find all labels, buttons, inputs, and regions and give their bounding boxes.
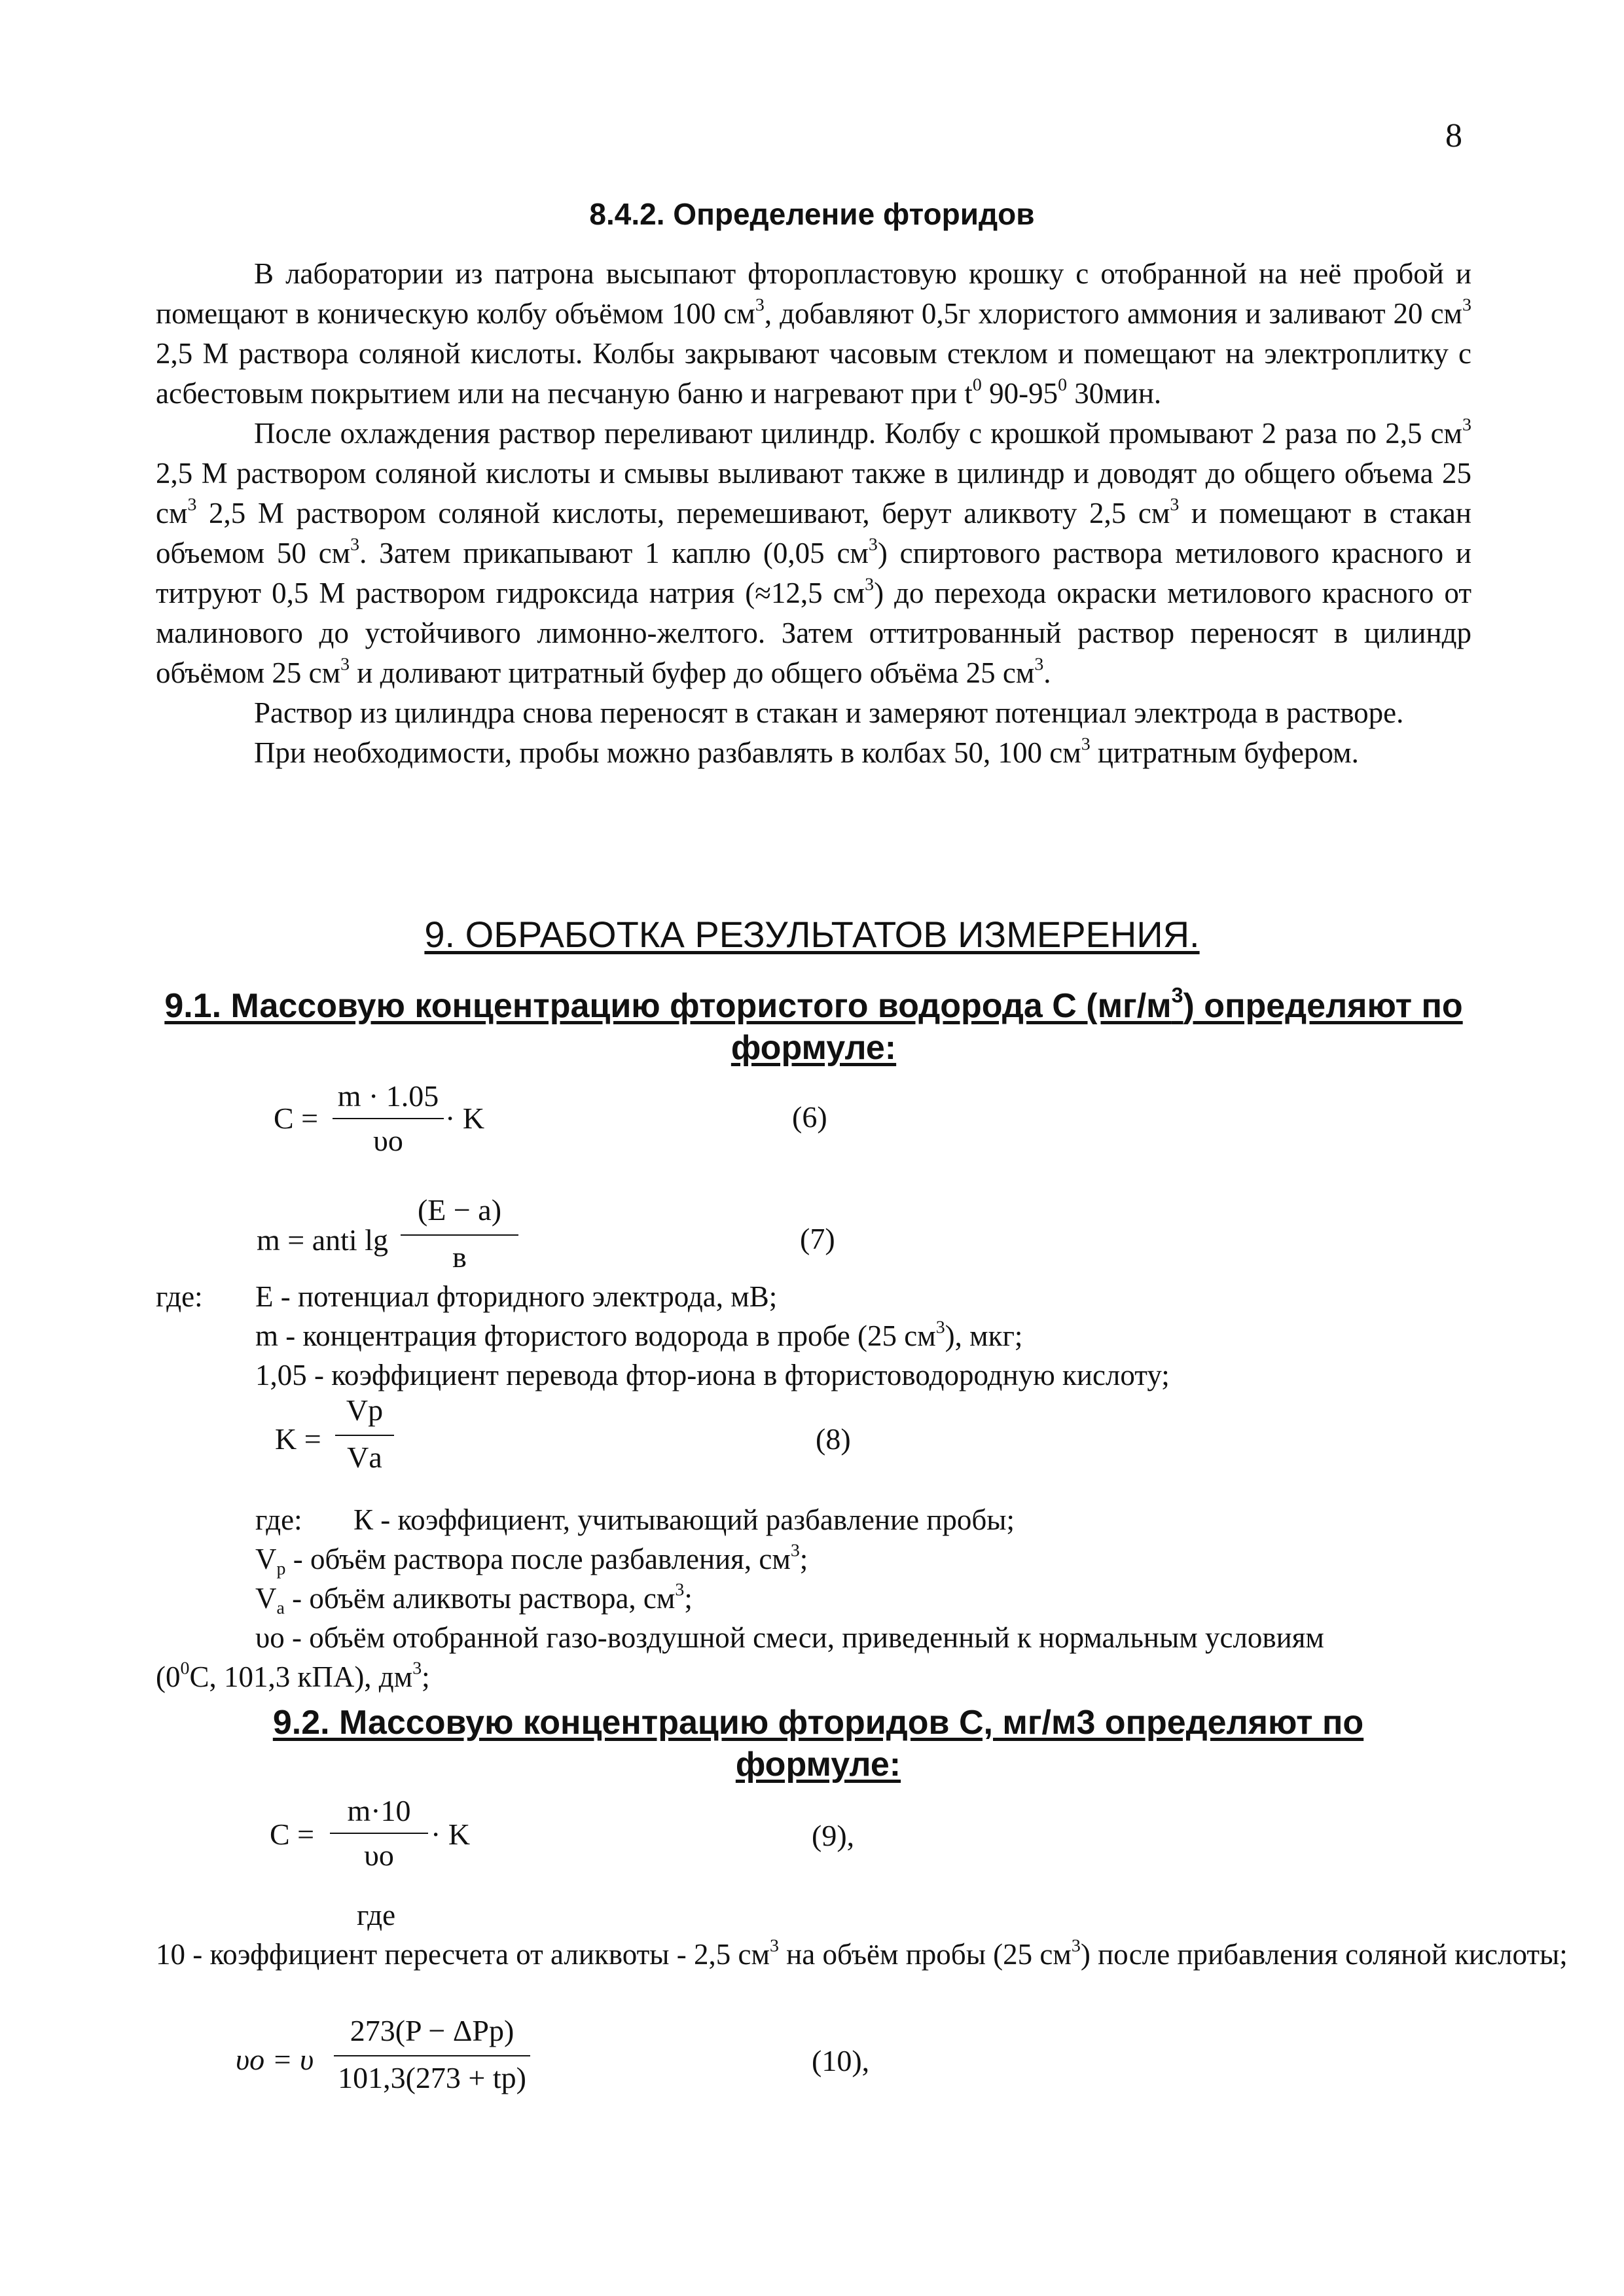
- where-label-2: где:: [255, 1503, 302, 1536]
- equation-number-7: (7): [800, 1222, 835, 1255]
- definition-Va: $V_а$ - объём аликвоты раствора, $см^3$;: [255, 1579, 693, 1619]
- where-label-3: где: [357, 1899, 396, 1931]
- section-8-4-2-body: [156, 254, 1471, 773]
- paragraph-4: При необходимости, пробы можно разбавлять в колбах 50, 100 $см^3$ цитратным буфером.: [254, 734, 1359, 769]
- definition-m: m - концентрация фтористого водорода в пробе (25 $см^3$), мкг;: [255, 1317, 1023, 1352]
- paragraph-1: В лаборатории из патрона высыпают фторопластовую крошку с отобранной на неё пробой и помещают в коническую колбу объёмом 100 $см^3$, добавляют 0,5г хлористого аммония и заливают 20 $см^3$ 2,5 М раствора соляной кислоты. Колбы закрывают часовым стеклом и помещают на электроплитку с асбестовым покрытием или на песчаную баню и нагревают при $t^0$ $90-95^0$ 30мин.: [156, 257, 1471, 410]
- equation-number-8: (8): [816, 1422, 851, 1456]
- equation-number-6: (6): [792, 1100, 827, 1134]
- formula-8: K = Vр Vа: [275, 1393, 406, 1484]
- formula-6: C = m · 1.05 υo · K: [274, 1079, 485, 1157]
- paragraph-3: Раствор из цилиндра снова переносят в стакан и замеряют потенциал электрода в растворе.: [254, 696, 1404, 729]
- section-heading-8-4-2: 8.4.2. Определение фторидов: [589, 197, 1035, 231]
- subsection-heading-9-2: 9.2. Массовую концентрацию фторидов С, мг/м3 определяют по формуле:: [272, 1704, 1364, 1784]
- subsection-heading-9-1: 9.1. Массовую концентрацию фтористого водорода С $(мг/м^3)$ определяют по формуле:: [164, 983, 1463, 1067]
- section-heading-9: 9. ОБРАБОТКА РЕЗУЛЬТАТОВ ИЗМЕРЕНИЯ.: [424, 914, 1200, 955]
- definition-1-05: 1,05 - коэффициент перевода фтор-иона в фтористоводородную кислоту;: [255, 1359, 1170, 1391]
- formula-9: C = m·10 υo · K: [270, 1794, 471, 1872]
- equation-number-9: (9),: [812, 1819, 855, 1852]
- formula-7: m = anti lg (E − a) в: [257, 1193, 532, 1284]
- definition-v0-continued: ($0^0С$, 101,3 кПА), $дм^3$;: [156, 1658, 430, 1693]
- definition-E: Е - потенциал фторидного электрода, мВ;: [255, 1280, 778, 1313]
- paragraph-2: После охлаждения раствор переливают цилиндр. Колбу с крошкой промывают 2 раза по 2,5 $см^3$ 2,5 М раствором соляной кислоты и смывы выливают также в цилиндр и доводят до общего объема 25 $см^3$ 2,5 М раствором соляной кислоты, перемешивают, берут аликвоту 2,5 $см^3$ и помещают в стакан объемом 50 $см^3$. Затем прикапывают 1 каплю (0,05 $см^3$) спиртового раствора метилового красного и титруют 0,5 М раствором гидроксида натрия (≈12,5 $см^3$) до перехода окраски метилового красного от малинового до устойчивого лимонно-желтого. Затем оттитрованный раствор переносят в цилиндр объёмом 25 $см^3$ и доливают цитратный буфер до общего объёма 25 $см^3$.: [156, 414, 1471, 689]
- page-number: 8: [1445, 117, 1462, 154]
- equation-number-10: (10),: [812, 2044, 870, 2077]
- formula-10: υo = υ 273(P − ΔPр) 101,3(273 + tр): [236, 2013, 563, 2111]
- definition-10: 10 - коэффициент пересчета от аликвоты - 2,5 $см^3$ на объём пробы (25 $см^3$) после прибавления соляной кислоты;: [156, 1935, 1568, 1971]
- definition-v0: υо - объём отобранной газо-воздушной смеси, приведенный к нормальным условиям: [255, 1621, 1324, 1654]
- where-label-1: где:: [156, 1280, 203, 1313]
- definition-Vp: $V_р$ - объём раствора после разбавления, $см^3$;: [255, 1540, 808, 1579]
- definition-K: К - коэффициент, учитывающий разбавление пробы;: [353, 1503, 1015, 1536]
